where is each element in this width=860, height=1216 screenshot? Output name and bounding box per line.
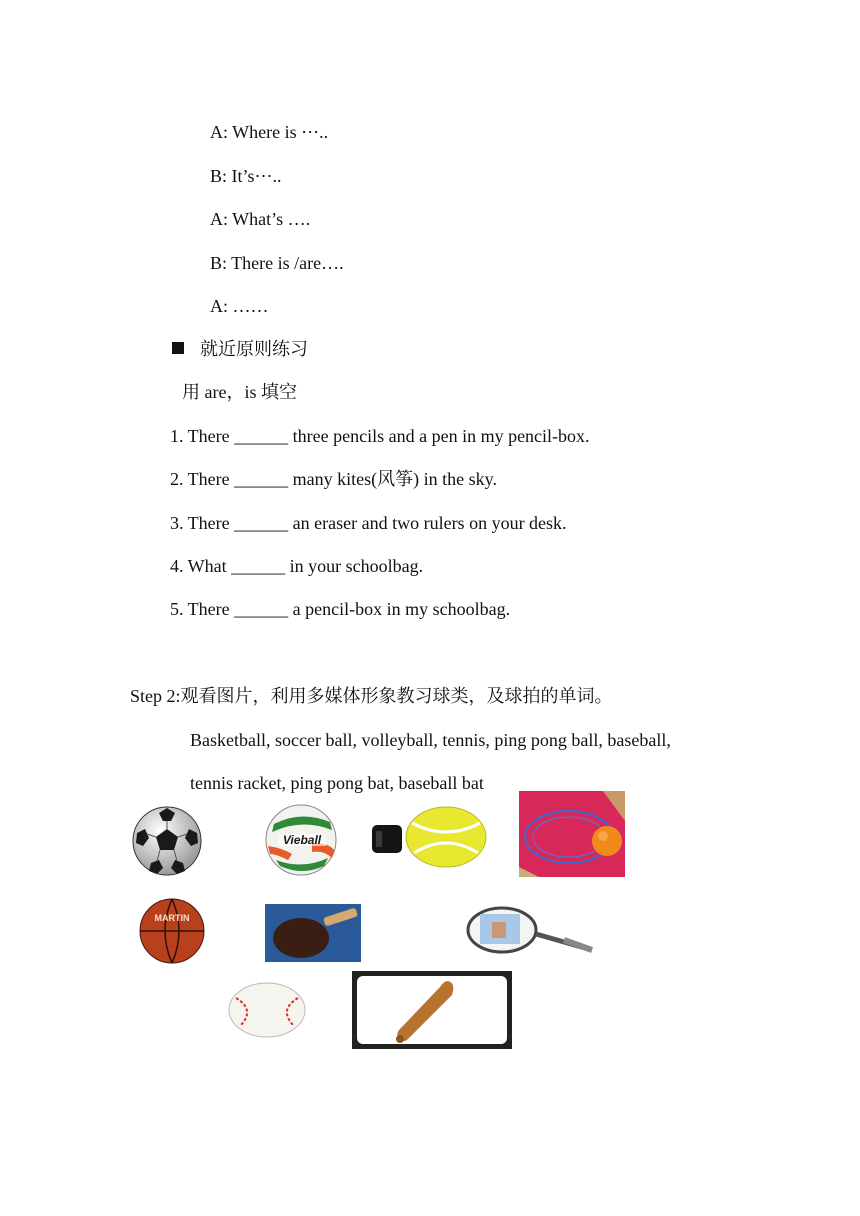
soccer-ball-image — [131, 805, 203, 877]
step2-words-line2: tennis racket, ping pong bat, baseball bat — [190, 773, 484, 793]
dialogue-line-2: B: It’s⋯.. — [210, 166, 282, 186]
practice-item-2: 2. There ______ many kites(风筝) in the sky. — [170, 469, 497, 489]
practice-heading — [172, 338, 308, 360]
dialogue-line-5: A: …… — [210, 296, 269, 316]
ping-pong-bat-image — [265, 904, 361, 962]
volleyball-image — [262, 802, 340, 878]
basketball-image — [138, 897, 206, 965]
dialogue-line-1: A: Where is ⋯.. — [210, 122, 329, 142]
practice-item-3: 3. There ______ an eraser and two rulers on your desk. — [170, 513, 567, 533]
dialogue-line-3: A: What’s …. — [210, 209, 311, 229]
baseball-bat-image — [352, 971, 512, 1049]
tennis-ball-image — [368, 805, 490, 869]
volleyball-brand-text: Vieball — [282, 833, 322, 847]
step2-words-line1: Basketball, soccer ball, volleyball, tennis, ping pong ball, baseball, — [190, 730, 671, 750]
practice-item-4: 4. What ______ in your schoolbag. — [170, 556, 424, 576]
practice-instruction: 用 are，is 填空 — [182, 382, 297, 402]
baseball-image — [226, 980, 308, 1040]
basketball-brand-text: MARTIN — [154, 913, 190, 923]
step2-title: Step 2:观看图片，利用多媒体形象教习球类，及球拍的单词。 — [130, 686, 613, 706]
practice-item-1: 1. There ______ three pencils and a pen in my pencil-box. — [170, 426, 590, 446]
practice-heading-text: 就近原则练习 — [200, 339, 308, 359]
square-bullet-icon — [172, 342, 184, 354]
dialogue-line-4: B: There is /are…. — [210, 253, 344, 273]
practice-item-5: 5. There ______ a pencil-box in my schoolbag. — [170, 599, 511, 619]
ping-pong-ball-image — [519, 791, 625, 877]
tennis-racket-image — [464, 904, 598, 958]
